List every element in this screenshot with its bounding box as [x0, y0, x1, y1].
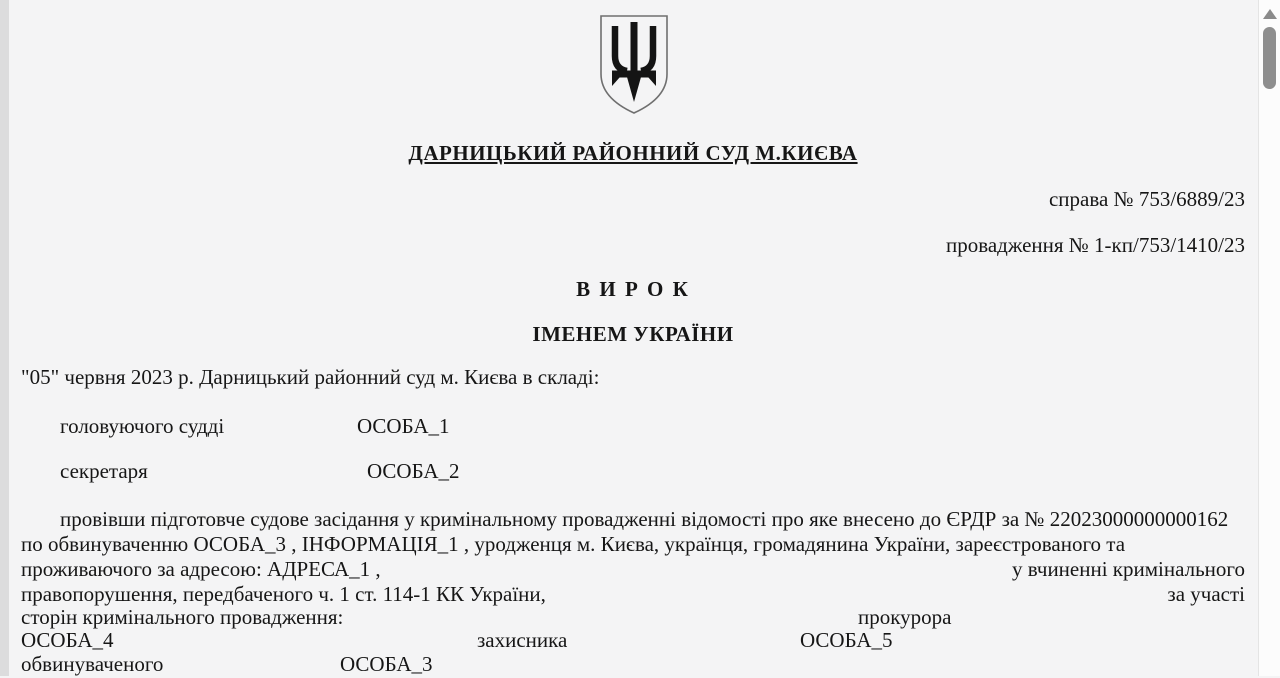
verdict-heading: В И Р О К [21, 277, 1245, 303]
defender-name: ОСОБА_5 [800, 628, 893, 653]
date-and-court-line: "05" червня 2023 р. Дарницький районний суд м. Києва в складі: [21, 365, 1245, 391]
prosecutor-label: прокурора [858, 605, 951, 630]
ukraine-coat-of-arms-icon [595, 12, 673, 118]
left-edge-strip [0, 0, 9, 676]
accused-name: ОСОБА_3 [340, 652, 433, 677]
scrollbar-thumb[interactable] [1263, 27, 1276, 89]
court-document-page [9, 0, 1258, 676]
preamble-line-3 [21, 557, 1245, 583]
prosecutor-name: ОСОБА_4 [21, 628, 114, 652]
scrollbar[interactable] [1258, 0, 1280, 676]
court-name-title: ДАРНИЦЬКИЙ РАЙОННИЙ СУД М.КИЄВА [21, 141, 1245, 167]
defender-label: захисника [477, 628, 567, 653]
secretary-name: ОСОБА_2 [367, 459, 460, 484]
parties-segment: сторін кримінального провадження: [21, 605, 343, 629]
preamble-line-1: провівши підготовче судове засідання у кримінальному провадженні відомості про яке внесено до ЄРДР за № 22023000000000162 [21, 507, 1245, 533]
preamble-line-7 [21, 652, 1245, 678]
case-number-line: справа № 753/6889/23 [21, 187, 1245, 213]
presiding-judge-line [21, 414, 1245, 440]
preamble-line-6 [21, 628, 1245, 654]
participation-segment: за участі [1167, 582, 1245, 608]
article-segment: правопорушення, передбаченого ч. 1 ст. 114-1 КК України, [21, 582, 546, 608]
offense-segment: у вчиненні кримінального [1012, 557, 1245, 583]
proceeding-number-line: провадження № 1-кп/753/1410/23 [21, 233, 1245, 259]
judge-name: ОСОБА_1 [357, 414, 450, 439]
address-segment: проживаючого за адресою: АДРЕСА_1 , [21, 557, 381, 583]
judge-label: головуючого судді [60, 414, 224, 439]
in-name-of-ukraine-heading: ІМЕНЕМ УКРАЇНИ [21, 322, 1245, 348]
secretary-line [21, 459, 1245, 485]
scroll-up-arrow-icon[interactable] [1263, 9, 1277, 19]
accused-label: обвинуваченого [21, 652, 163, 676]
secretary-label: секретаря [60, 459, 148, 484]
preamble-line-2: по обвинуваченню ОСОБА_3 , ІНФОРМАЦІЯ_1 , уродженця м. Києва, українця, громадянина України, зареєстрованого та [21, 532, 1245, 558]
